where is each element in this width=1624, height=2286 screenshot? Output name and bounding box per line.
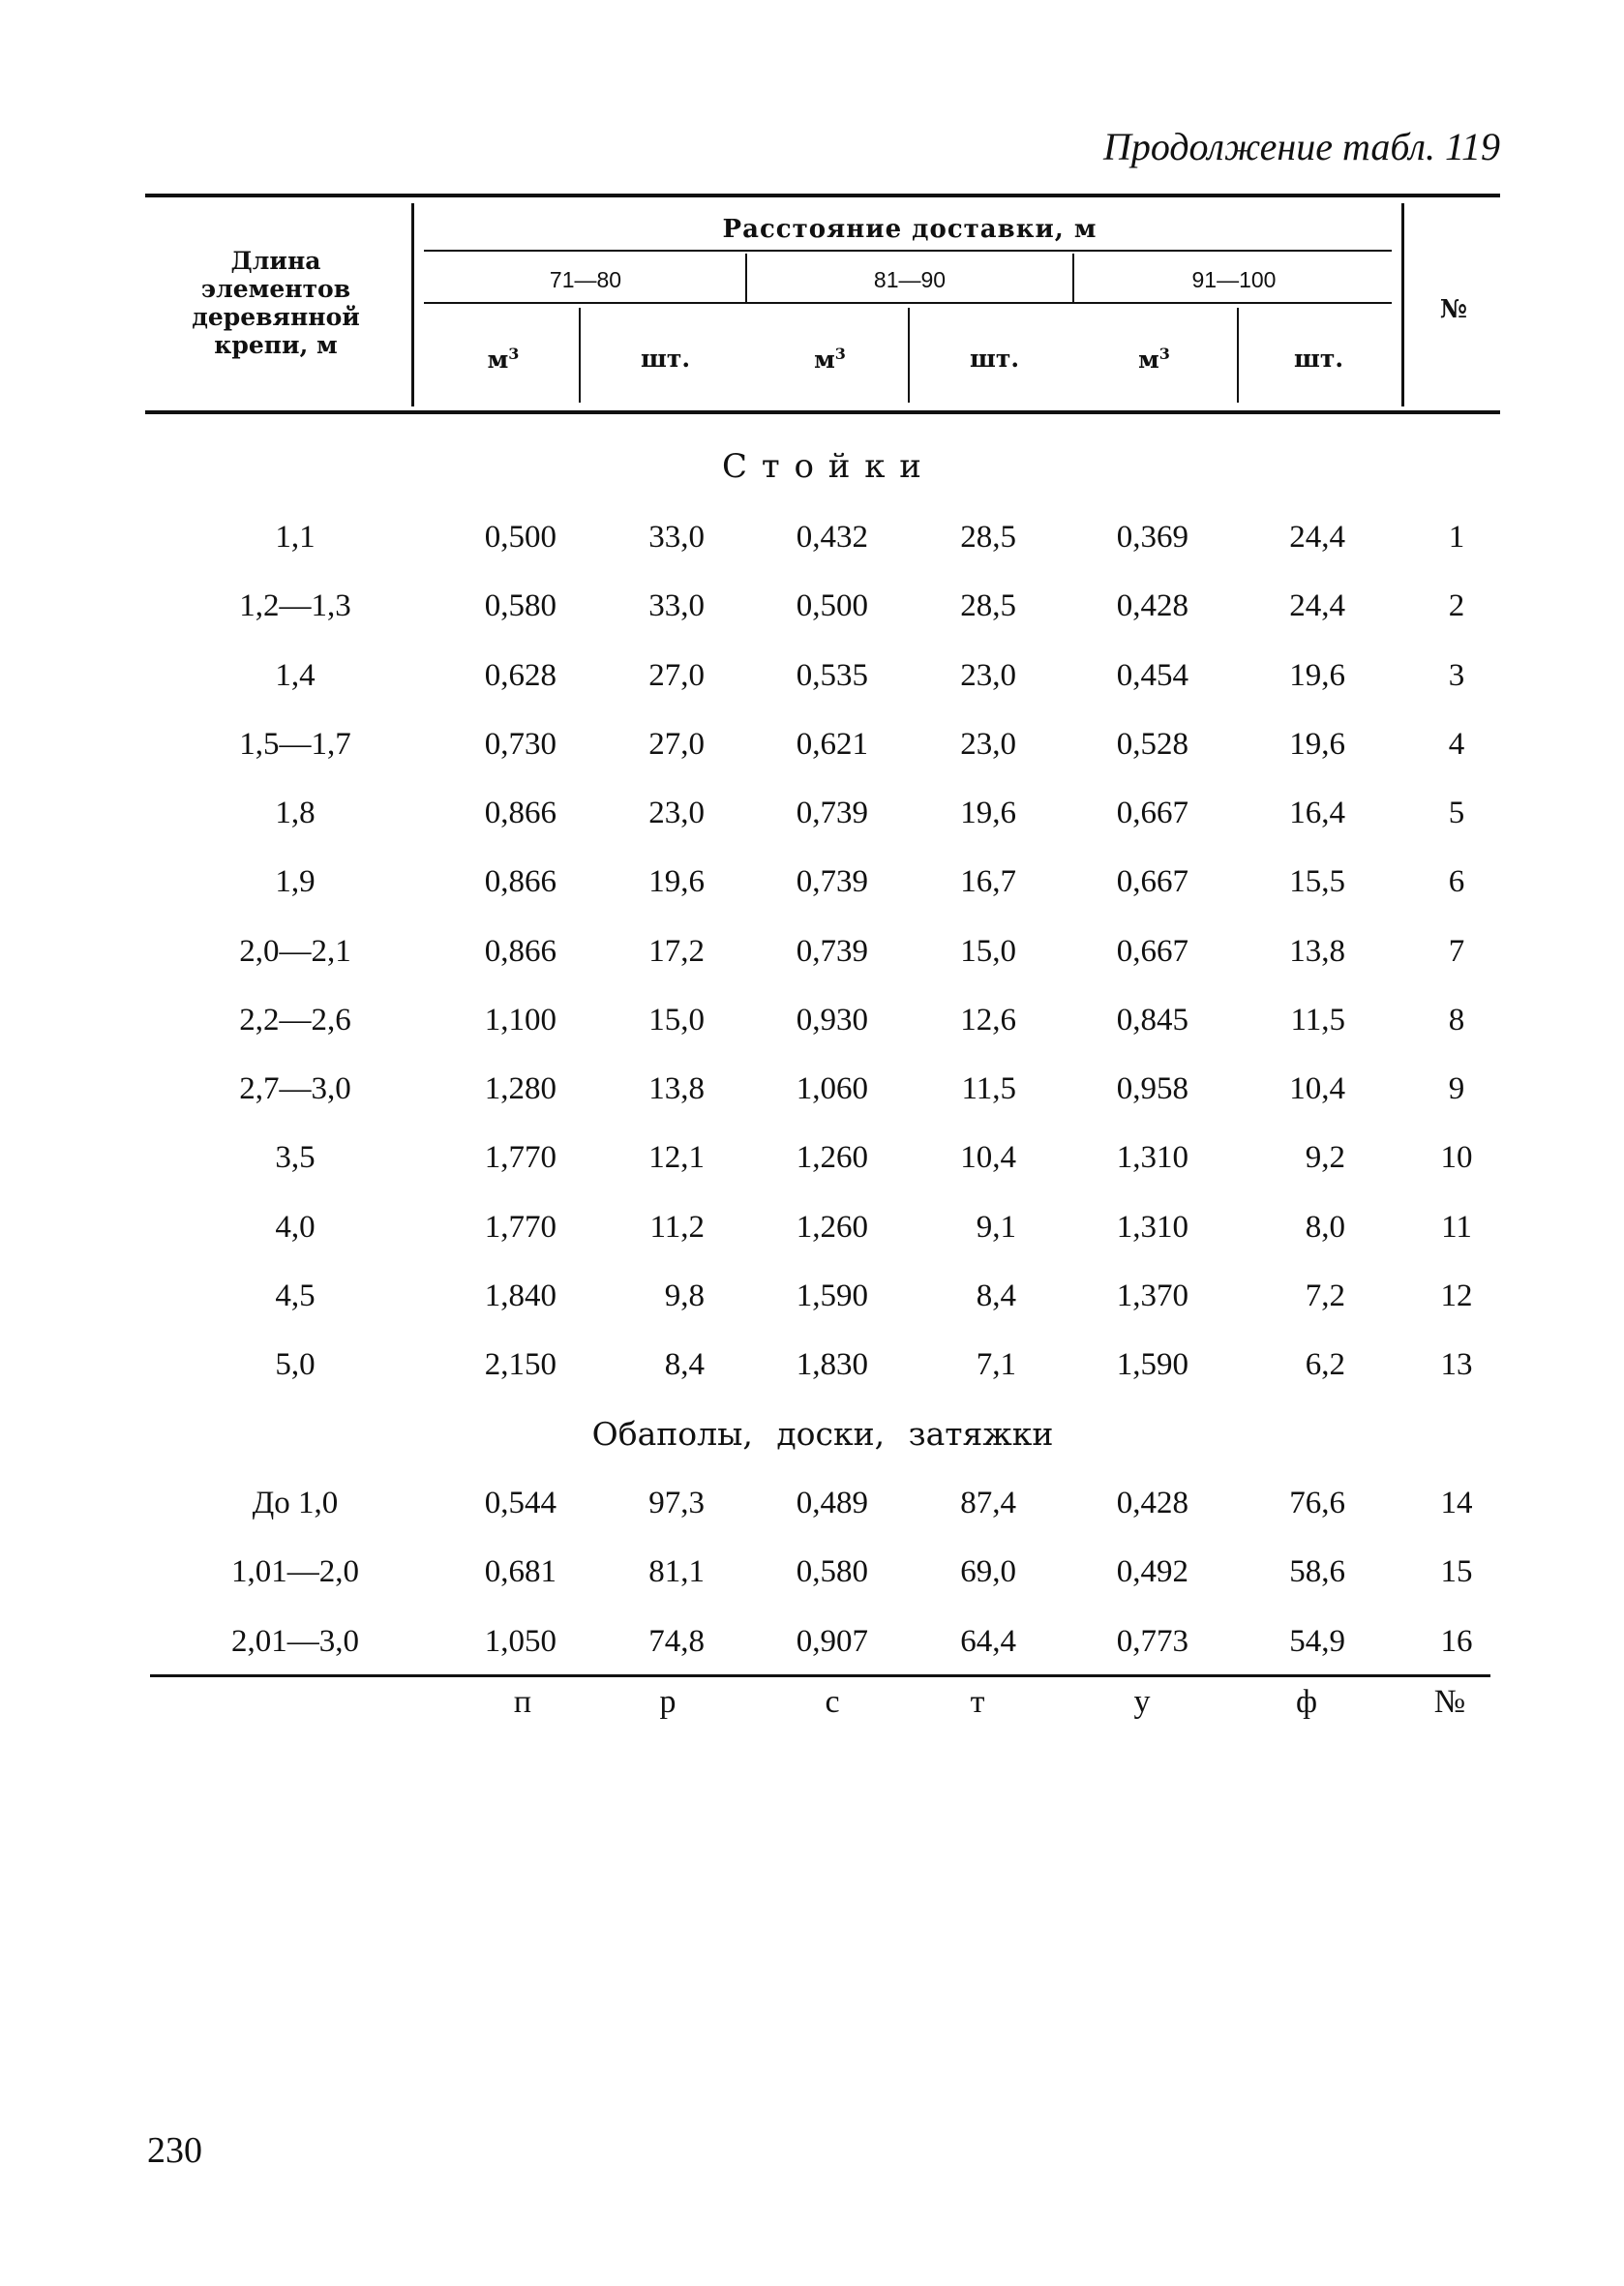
table-cell: 27,0: [648, 726, 705, 762]
table-cell: 1,590: [1116, 1347, 1188, 1382]
table-cell: 28,5: [960, 588, 1016, 624]
stub-header-line: Длина: [230, 247, 321, 275]
table-cell: 8,4: [664, 1347, 705, 1382]
table-cell: 0,845: [1116, 1002, 1188, 1038]
table-cell: 1,840: [484, 1278, 556, 1313]
section-title-obapoly: Обаполы, доски, затяжки: [591, 1415, 1054, 1453]
table-cell: 23,0: [648, 796, 705, 830]
unit-m3-superscript: 3: [1158, 345, 1170, 363]
table-cell: 0,428: [1116, 588, 1188, 624]
unit-divider: [579, 308, 581, 403]
table-cell: 0,773: [1116, 1623, 1188, 1659]
table-cell: 0,739: [796, 933, 868, 969]
table-cell: 0,580: [796, 1554, 868, 1590]
row-number-cell: 11: [1441, 1209, 1472, 1245]
table-cell: 0,739: [796, 864, 868, 900]
table-cell: 10,4: [960, 1140, 1016, 1176]
table-cell: 1,830: [796, 1347, 868, 1382]
row-number-cell: 8: [1448, 1002, 1465, 1038]
unit-m3-superscript: 3: [834, 345, 846, 363]
table-cell: 0,428: [1116, 1486, 1188, 1520]
delivery-distance-header: Расстояние доставки, м: [722, 215, 1098, 244]
row-length-cell: 1,4: [275, 657, 316, 693]
table-top-rule: [145, 194, 1500, 197]
table-cell: 0,667: [1116, 933, 1188, 969]
table-cell: 33,0: [648, 520, 705, 555]
table-cell: 0,500: [796, 588, 868, 624]
unit-header-pcs: шт.: [1293, 345, 1344, 373]
table-cell: 0,432: [796, 520, 868, 555]
footer-code: №: [1433, 1684, 1466, 1720]
table-cell: 11,5: [1290, 1002, 1345, 1038]
row-length-cell: 2,01—3,0: [231, 1623, 359, 1659]
table-cell: 1,050: [484, 1623, 556, 1659]
table-cell: 17,2: [648, 933, 705, 969]
group-header-rule: [424, 250, 1392, 252]
stub-header-line: деревянной: [192, 303, 360, 331]
table-cell: 0,489: [796, 1486, 868, 1520]
unit-m3-superscript: 3: [508, 345, 520, 363]
table-cell: 0,544: [484, 1486, 556, 1520]
unit-divider: [908, 308, 910, 403]
table-cell: 9,1: [976, 1209, 1016, 1245]
row-number-cell: 10: [1440, 1140, 1473, 1176]
row-number-cell: 3: [1448, 657, 1465, 693]
table-cell: 33,0: [648, 588, 705, 624]
section-title-stoyki: С т о й к и: [722, 447, 923, 486]
table-cell: 1,770: [484, 1140, 556, 1176]
row-length-cell: 2,2—2,6: [239, 1002, 351, 1038]
row-number-cell: 14: [1440, 1486, 1473, 1520]
unit-m3-label: м: [1138, 346, 1159, 374]
table-cell: 8,4: [976, 1278, 1016, 1313]
row-length-cell: 4,0: [275, 1209, 316, 1245]
table-cell: 19,6: [1289, 726, 1345, 762]
range-divider: [1072, 254, 1074, 302]
table-cell: 19,6: [1289, 657, 1345, 693]
range-header-rule: [424, 302, 1392, 304]
table-cell: 1,310: [1116, 1209, 1188, 1245]
stub-header-line: элементов: [200, 275, 351, 303]
table-cell: 11,5: [961, 1071, 1016, 1106]
table-cell: 0,492: [1116, 1554, 1188, 1590]
row-number-cell: 15: [1440, 1554, 1473, 1590]
table-cell: 12,1: [648, 1140, 705, 1176]
table-cell: 15,0: [960, 933, 1016, 969]
table-cell: 0,866: [484, 864, 556, 900]
table-cell: 0,528: [1116, 726, 1188, 762]
footer-code: р: [659, 1684, 677, 1720]
table-cell: 11,2: [649, 1209, 705, 1245]
table-cell: 12,6: [960, 1002, 1016, 1038]
unit-header-m3: [1074, 345, 1234, 374]
table-cell: 0,535: [796, 657, 868, 693]
row-number-cell: 6: [1448, 864, 1465, 900]
table-cell: 0,958: [1116, 1071, 1188, 1106]
table-cell: 1,060: [796, 1071, 868, 1106]
table-cell: 0,580: [484, 588, 556, 624]
table-cell: 1,280: [484, 1071, 556, 1106]
row-number-header: №: [1439, 295, 1468, 324]
table-cell: 28,5: [960, 520, 1016, 555]
table-cell: 23,0: [960, 726, 1016, 762]
row-number-cell: 5: [1448, 796, 1465, 830]
row-number-cell: 1: [1448, 520, 1465, 555]
table-cell: 15,0: [648, 1002, 705, 1038]
table-cell: 7,1: [976, 1347, 1016, 1382]
table-cell: 16,4: [1289, 796, 1345, 830]
table-cell: 1,770: [484, 1209, 556, 1245]
footer-code: ф: [1295, 1684, 1318, 1720]
table-cell: 0,681: [484, 1554, 556, 1590]
row-length-cell: 1,9: [275, 864, 316, 900]
table-cell: 0,667: [1116, 796, 1188, 830]
table-cell: 76,6: [1289, 1486, 1345, 1520]
row-number-cell: 4: [1448, 726, 1465, 762]
table-cell: 0,621: [796, 726, 868, 762]
stub-header-line: крепи, м: [214, 331, 338, 359]
unit-header-pcs: шт.: [969, 345, 1020, 373]
row-number-cell: 9: [1448, 1071, 1465, 1106]
page-number: 230: [147, 2130, 202, 2171]
row-length-cell: 1,1: [275, 520, 316, 555]
table-cell: 19,6: [648, 864, 705, 900]
table-cell: 7,2: [1305, 1278, 1345, 1313]
footer-code: с: [825, 1684, 840, 1720]
unit-m3-label: м: [814, 346, 835, 374]
table-cell: 6,2: [1305, 1347, 1345, 1382]
row-number-cell: 7: [1448, 933, 1465, 969]
table-cell: 0,739: [796, 796, 868, 830]
table-cell: 13,8: [1289, 933, 1345, 969]
table-cell: 1,310: [1116, 1140, 1188, 1176]
table-cell: 0,730: [484, 726, 556, 762]
footer-code: у: [1133, 1684, 1151, 1720]
table-cell: 0,667: [1116, 864, 1188, 900]
table-cell: 0,907: [796, 1623, 868, 1659]
table-cell: 81,1: [648, 1554, 705, 1590]
header-bottom-rule: [145, 410, 1500, 414]
table-cell: 58,6: [1289, 1554, 1345, 1590]
range-header-71-80: 71—80: [549, 267, 622, 292]
table-cell: 9,8: [664, 1278, 705, 1313]
row-length-cell: 5,0: [275, 1347, 316, 1382]
table-cell: 1,100: [484, 1002, 556, 1038]
table-cell: 16,7: [960, 864, 1016, 900]
range-header-81-90: 81—90: [873, 267, 947, 292]
row-length-cell: 1,5—1,7: [239, 726, 351, 762]
row-number-cell: 13: [1440, 1347, 1473, 1382]
table-cell: 64,4: [960, 1623, 1016, 1659]
header-divider: [411, 203, 414, 406]
table-cell: 1,370: [1116, 1278, 1188, 1313]
table-cell: 0,454: [1116, 657, 1188, 693]
table-cell: 8,0: [1305, 1209, 1345, 1245]
range-header-91-100: 91—100: [1191, 267, 1277, 292]
row-length-cell: 4,5: [275, 1278, 316, 1313]
table-cell: 27,0: [648, 657, 705, 693]
footer-code: п: [513, 1684, 532, 1720]
table-cell: 19,6: [960, 796, 1016, 830]
table-cell: 0,866: [484, 933, 556, 969]
row-number-cell: 12: [1440, 1278, 1473, 1313]
unit-divider: [1237, 308, 1239, 403]
table-cell: 0,369: [1116, 520, 1188, 555]
table-cell: 54,9: [1289, 1623, 1345, 1659]
table-cell: 9,2: [1305, 1140, 1345, 1176]
table-cell: 0,930: [796, 1002, 868, 1038]
unit-m3-label: м: [487, 346, 509, 374]
row-number-cell: 2: [1448, 588, 1465, 624]
row-length-cell: До 1,0: [252, 1486, 339, 1520]
unit-header-m3: [426, 345, 581, 374]
table-cell: 1,260: [796, 1140, 868, 1176]
table-caption: Продолжение табл. 119: [1102, 125, 1500, 168]
row-length-cell: 1,2—1,3: [239, 588, 351, 624]
table-cell: 0,866: [484, 796, 556, 830]
table-cell: 74,8: [648, 1623, 705, 1659]
footer-code: т: [970, 1684, 985, 1720]
row-length-cell: 2,7—3,0: [239, 1071, 351, 1106]
table-cell: 69,0: [960, 1554, 1016, 1590]
row-length-cell: 2,0—2,1: [239, 933, 351, 969]
unit-header-m3: [750, 345, 910, 374]
row-length-cell: 1,01—2,0: [231, 1554, 359, 1590]
table-cell: 24,4: [1289, 520, 1345, 555]
table-cell: 15,5: [1289, 864, 1345, 900]
range-divider: [745, 254, 747, 302]
table-cell: 97,3: [648, 1486, 705, 1520]
table-cell: 0,500: [484, 520, 556, 555]
table-cell: 10,4: [1289, 1071, 1345, 1106]
table-cell: 1,260: [796, 1209, 868, 1245]
stub-header: [145, 247, 406, 359]
row-length-cell: 3,5: [275, 1140, 316, 1176]
row-length-cell: 1,8: [275, 796, 316, 830]
table-cell: 87,4: [960, 1486, 1016, 1520]
unit-header-pcs: шт.: [640, 345, 691, 373]
table-cell: 2,150: [484, 1347, 556, 1382]
table-cell: 24,4: [1289, 588, 1345, 624]
row-number-cell: 16: [1440, 1623, 1473, 1659]
table-cell: 1,590: [796, 1278, 868, 1313]
table-cell: 23,0: [960, 657, 1016, 693]
table-cell: 0,628: [484, 657, 556, 693]
table-cell: 13,8: [648, 1071, 705, 1106]
table-bottom-rule: [150, 1674, 1490, 1677]
